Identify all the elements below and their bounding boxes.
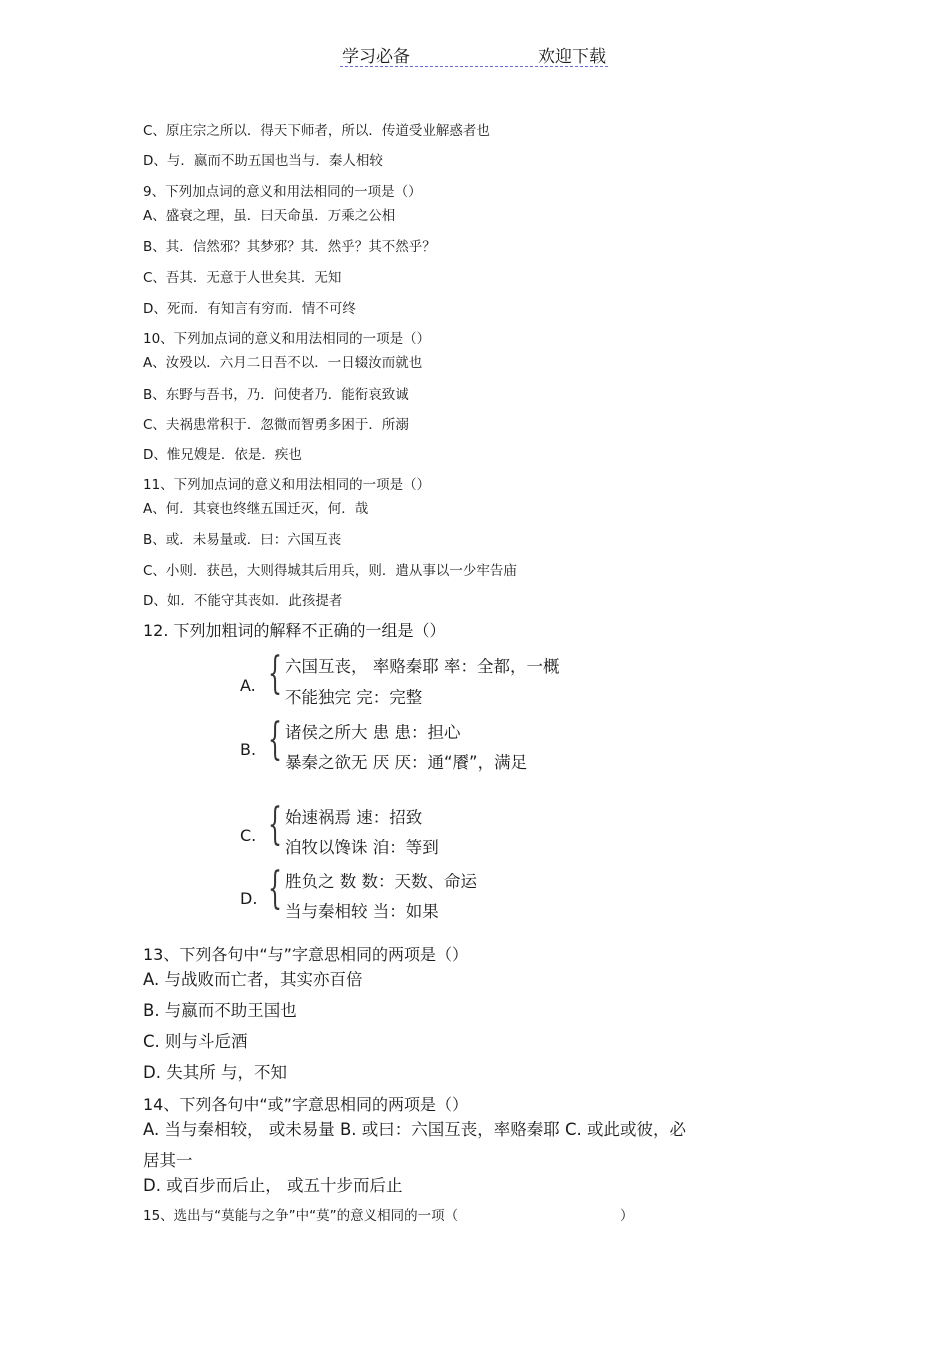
q12-option-d-line2: 当与秦相较 当：如果 [285,902,439,921]
q12-title: 12. 下列加粗词的解释不正确的一组是（） [143,621,446,640]
q9-option-c: C、吾其．无意于人世矣其．无知 [143,270,342,286]
page-header [340,40,608,67]
q9-option-a: A、盛衰之理，虽．曰天命虽．万乘之公相 [143,208,396,224]
q12-option-a-line1: 六国互丧， 率赂秦耶 率：全都，一概 [285,657,560,676]
q9-option-b: B、其．信然邪？其梦邪？其．然乎？其不然乎？ [143,239,436,255]
q13-title: 13、下列各句中“与”字意思相同的两项是（） [143,945,468,964]
q10-option-a: A、汝殁以．六月二日吾不以．一日辍汝而就也 [143,355,423,371]
q14-title: 14、下列各句中“或”字意思相同的两项是（） [143,1095,468,1114]
q12-option-b-line1: 诸侯之所大 患 患：担心 [285,723,461,742]
q10-option-b: B、东野与吾书，乃．问使者乃．能衔哀致诚 [143,387,409,403]
q12-option-b-label: B. [240,740,257,759]
q13-option-b: B. 与嬴而不助王国也 [143,1001,297,1020]
q12-option-c-line1: 始速祸焉 速：招致 [285,808,423,827]
q13-option-d: D. 失其所 与，不知 [143,1063,287,1082]
line-d-ying: D、与．嬴而不助五国也当与．秦人相较 [143,153,383,169]
q9-title: 9、下列加点词的意义和用法相同的一项是（） [143,184,422,200]
q15-title: 15、选出与“莫能与之争”中“莫”的意义相同的一项（ [143,1208,459,1224]
q13-option-c: C. 则与斗卮酒 [143,1032,248,1051]
q10-title: 10、下列加点词的意义和用法相同的一项是（） [143,331,431,347]
q11-option-b: B、或．未易量或．曰：六国互丧 [143,532,342,548]
q12-option-b-line2: 暴秦之欲无 厌 厌：通“餍”，满足 [285,753,528,772]
q11-option-d: D、如．不能守其丧如．此孩提者 [143,593,343,609]
header-right: 欢迎下载 [538,47,606,67]
q11-option-c: C、小则．获邑，大则得城其后用兵，则．遣从事以一少牢告庙 [143,563,517,579]
q12-brace-d: { [268,863,282,914]
q9-option-d: D、死而．有知言有穷而．情不可终 [143,301,356,317]
q11-title: 11、下列加点词的意义和用法相同的一项是（） [143,477,431,493]
q11-option-a: A、何．其衰也终继五国迁灭，何．哉 [143,501,369,517]
q15-answer-blank[interactable] [516,1210,620,1228]
q13-option-a: A. 与战败而亡者，其实亦百倍 [143,970,363,989]
q12-option-d-line1: 胜负之 数 数：天数、命运 [285,872,477,891]
q12-brace-c: { [268,799,282,850]
q12-option-c-label: C. [240,826,257,845]
q12-brace-b: { [268,714,282,765]
q12-option-d-label: D. [240,889,258,908]
q14-option-d: D. 或百步而后止， 或五十步而后止 [143,1176,403,1195]
q12-brace-a: { [268,648,282,699]
q12-option-c-line2: 洎牧以馋诛 洎：等到 [285,838,439,857]
q10-option-d: D、惟兄嫂是．依是．疾也 [143,447,302,463]
q10-option-c: C、夫祸患常积于．忽微而智勇多困于．所溺 [143,417,409,433]
q12-option-a-label: A. [240,676,256,695]
q12-option-a-line2: 不能独完 完：完整 [285,688,423,707]
q14-options-line1: A. 当与秦相较， 或未易量 B. 或曰：六国互丧，率赂秦耶 C. 或此或彼，必 [143,1120,687,1139]
q15-close-paren: ） [620,1208,634,1224]
line-c-zhuangzong: C、原庄宗之所以．得天下师者，所以．传道受业解惑者也 [143,123,490,139]
q14-options-line2: 居其一 [143,1151,193,1170]
header-left: 学习必备 [342,47,410,67]
